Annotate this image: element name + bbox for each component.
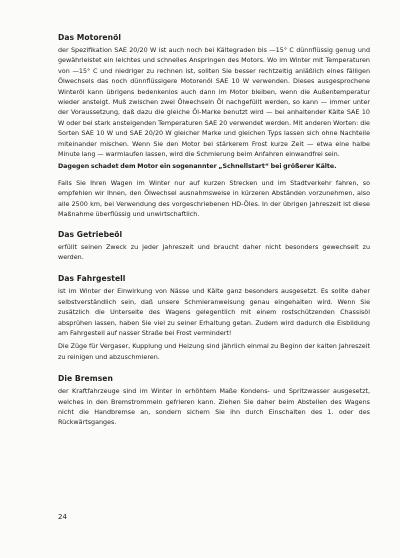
bold-warning: Dagegen schadet dem Motor ein sogenannter „Schnellstart“ bei größerer Kälte. bbox=[58, 163, 337, 171]
paragraph: der Spezifikation SAE 20/20 W ist auch noch bei Kältegraden bis —15° C dünnflüssig genug und gewährleistet ein leichtes und schnelles Anspringen des Motors. Wo im Winter mit Temperaturen von —15° C und niedriger zu rechnen ist, sollten Sie besser rechtzeitig anläßlich eines fälligen Ölwechsels das noch dünnflüssigere Motorenöl SAE 10 W verwenden. Dieses ausgesprochene Winteröl kann übrigens bedenkenlos auch dann im Motor bleiben, wenn die Außentemperatur wieder ansteigt. Muß zwischen zwei Ölwechseln Öl nachgefüllt werden, so kann — immer unter der Voraussetzung, daß dazu die gleiche Öl-Marke benutzt wird — bei anhaltender Kälte SAE 10 W oder bei stark ansteigenden Temperaturen SAE 20 verwendet werden. Mit anderen Worten: die Sorten SAE 10 W und SAE 20/20 W gleicher Marke und gleichen Typs lassen sich ohne Nachteile miteinander mischen. Wenn Sie den Motor bei stärkerem Frost kurze Zeit — etwa eine halbe Minute lang — warmlaufen lassen, wird die Schmierung beim Anfahren einwandfrei sein. bbox=[58, 46, 370, 159]
section-heading: Das Fahrgestell bbox=[58, 274, 126, 284]
section-heading: Das Getriebeöl bbox=[58, 229, 123, 239]
section-fahrgestell bbox=[58, 274, 370, 362]
paragraph: Die Züge für Vergaser, Kupplung und Heizung sind jährlich einmal zu Beginn der kalten Jahreszeit zu reinigen und abzuschmieren. bbox=[58, 342, 370, 361]
section-heading: Das Motorenöl bbox=[58, 33, 121, 42]
section-getriebeoel bbox=[58, 230, 370, 263]
section-motorenoel bbox=[58, 33, 370, 220]
paragraph: ist im Winter der Einwirkung von Nässe und Kälte ganz besonders ausgesetzt. Es sollte daher selbstverständlich sein, daß unsere Schmieranweisung genau eingehalten wird. Wenn Sie zusätzlich die Unterseite des Wagens gelegentlich mit einem rostschützenden Chassisöl absprühen lassen, haben Sie viel zu seiner Erhaltung getan. Zudem wird dadurch die Eisbildung am Fahrgestell auf nasser Straße bei Frost vermindert! bbox=[58, 287, 370, 337]
section-bremsen bbox=[58, 374, 370, 428]
paragraph: Falls Sie Ihren Wagen im Winter nur auf kurzen Strecken und im Stadtverkehr fahren, so empfehlen wir Ihnen, den Ölwechsel ausnahmsweise in kürzeren Abständen vorzunehmen, also alle 2500 km, bei Verwendung des vorgeschriebenen HD-Öles. In der übrigen Jahreszeit ist diese Maßnahme überflüssig und unwirtschaftlich. bbox=[58, 178, 370, 219]
section-heading: Die Bremsen bbox=[58, 374, 113, 384]
page-number: 24 bbox=[58, 513, 67, 521]
paragraph: der Kraftfahrzeuge sind im Winter in erhöhtem Maße Kondens- und Spritzwasser ausgesetzt, welches in den Bremstrommeln gefrieren kann. Ziehen Sie daher beim Abstellen des Wagens nicht die Handbremse an, sondern sichern Sie ihn durch Einschalten des 1. oder des Rückwärtsganges. bbox=[58, 387, 370, 427]
paragraph: erfüllt seinen Zweck zu jeder Jahreszeit und braucht daher nicht besonders gewechselt zu werden. bbox=[58, 242, 370, 261]
